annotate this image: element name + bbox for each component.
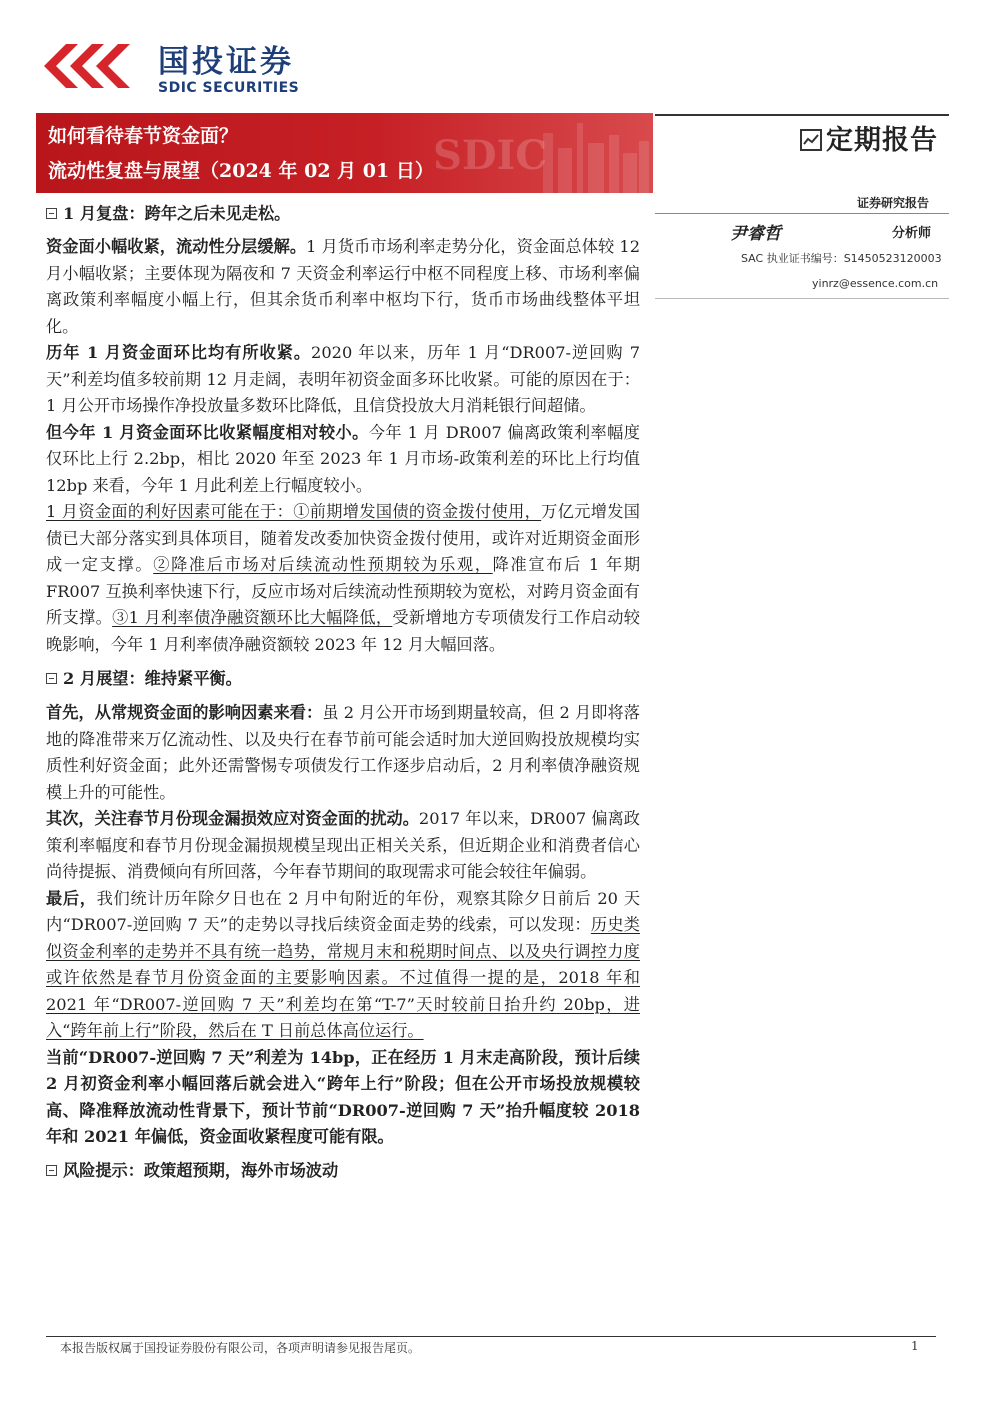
paragraph: 历年 1 月资金面环比均有所收紧。2020 年以来，历年 1 月“DR007-逆回购 7 天”利差均值多较前期 12 月走阔，表明年初资金面多环比收紧。可能的原因在于：1 月公开市场操作净投放量多数环比降低，且信贷投放大月消耗银行间超储。	[46, 343, 640, 415]
section-box-icon	[46, 673, 57, 684]
report-subtitle: 流动性复盘与展望（2024 年 02 月 01 日）	[48, 160, 434, 182]
report-title: 如何看待春节资金面？	[48, 125, 239, 147]
page-number: 1	[911, 1339, 919, 1353]
logo-chinese-name: 国投证券	[158, 44, 294, 80]
sdic-logo-mark	[44, 44, 148, 88]
report-type-label: 定期报告	[826, 125, 938, 156]
report-category: 证券研究报告	[857, 196, 930, 210]
right-panel-bottom-rule	[655, 298, 949, 299]
paragraph: 首先，从常规资金面的影响因素来看：虽 2 月公开市场到期量较高，但 2 月即将落地的降准带来万亿流动性、以及央行在春节前可能会适时加大逆回购投放规模均实质性利好资金面；此外还需警惕专项债发行工作逐步启动后，2 月利率债净融资规模上升的可能性。	[46, 703, 640, 802]
paragraph: 但今年 1 月资金面环比收紧幅度相对较小。今年 1 月 DR007 偏离政策利率幅度仅环比上行 2.2bp，相比 2020 年至 2023 年 1 月市场-政策利差的环比上行均值 12bp 来看，今年 1 月此利差上行幅度较小。	[46, 422, 640, 495]
section-box-icon	[46, 208, 57, 219]
main-content	[46, 201, 640, 1184]
analyst-email[interactable]: yinrz@essence.com.cn	[812, 277, 939, 290]
paragraph-conclusion: 当前“DR007-逆回购 7 天”利差为 14bp，正在经历 1 月末走高阶段，预计后续 2 月初资金利率小幅回落后就会进入“跨年上行”阶段；但在公开市场投放规模较高、降准释放流动性背景下，预计节前“DR007-逆回购 7 天”抬升幅度较 2018 年和 2021 年偏低，资金面收紧程度可能有限。	[46, 1047, 640, 1146]
section-heading-2: 2 月展望：维持紧平衡。	[46, 666, 640, 692]
paragraph: 1 月资金面的利好因素可能在于：①前期增发国债的资金拨付使用，万亿元增发国债已大部分落实到具体项目，随着发改委加快资金拨付使用，或许对近期资金面形成一定支撑。②降准后市场对后续流动性预期较为乐观，降准宣布后 1 年期 FR007 互换利率快速下行，反应市场对后续流动性预期较为宽松，对跨月资金面有所支撑。③1 月利率债净融资额环比大幅降低，受新增地方专项债发行工作启动较晚影响，今年 1 月利率债净融资额较 2023 年 12 月大幅回落。	[46, 502, 641, 654]
banner-watermark: SDIC	[433, 132, 548, 179]
report-type	[800, 118, 938, 157]
analyst-role: 分析师	[892, 226, 932, 241]
risk-warning: 风险提示：政策超预期，海外市场波动	[46, 1158, 640, 1184]
right-panel-rule	[655, 213, 949, 214]
right-panel-top-rule	[655, 114, 949, 116]
chart-icon	[800, 129, 822, 151]
paragraph: 其次，关注春节月份现金漏损效应对资金面的扰动。2017 年以来，DR007 偏离政策利率幅度和春节月份现金漏损规模呈现出正相关关系，但近期企业和消费者信心尚待提振、消费倾向有所回落，今年春节期间的取现需求可能会较往年偏弱。	[46, 809, 640, 881]
section-heading-1: 1 月复盘：跨年之后未见走松。	[46, 201, 640, 227]
banner-skyline-decoration	[423, 113, 653, 193]
paragraph: 资金面小幅收紧，流动性分层缓解。1 月货币市场利率走势分化，资金面总体较 12 月小幅收紧；主要体现为隔夜和 7 天资金利率运行中枢不同程度上移、市场利率偏离政策利率幅度小幅上行，但其余货币利率中枢均下行，货币市场曲线整体平坦化。	[46, 237, 641, 336]
analyst-name: 尹睿哲	[730, 224, 781, 244]
footer-rule	[46, 1336, 936, 1337]
paragraph: 最后，我们统计历年除夕日也在 2 月中旬附近的年份，观察其除夕日前后 20 天内“DR007-逆回购 7 天”的走势以寻找后续资金面走势的线索，可以发现：历史类似资金利率的走势并不具有统一趋势，常规月末和税期时间点、以及央行调控力度或许依然是春节月份资金面的主要影响因素。不过值得一提的是，2018 年和 2021 年“DR007-逆回购 7 天”利差均在第“T-7”天时较前日抬升约 20bp，进入“跨年前上行”阶段，然后在 T 日前总体高位运行。	[46, 888, 641, 1040]
section-box-icon	[46, 1165, 57, 1176]
title-banner	[36, 113, 653, 193]
analyst-cert: SAC 执业证书编号：S1450523120003	[741, 252, 942, 265]
footer-disclaimer: 本报告版权属于国投证券股份有限公司，各项声明请参见报告尾页。	[60, 1341, 421, 1355]
logo-english-name: SDIC SECURITIES	[158, 80, 300, 96]
